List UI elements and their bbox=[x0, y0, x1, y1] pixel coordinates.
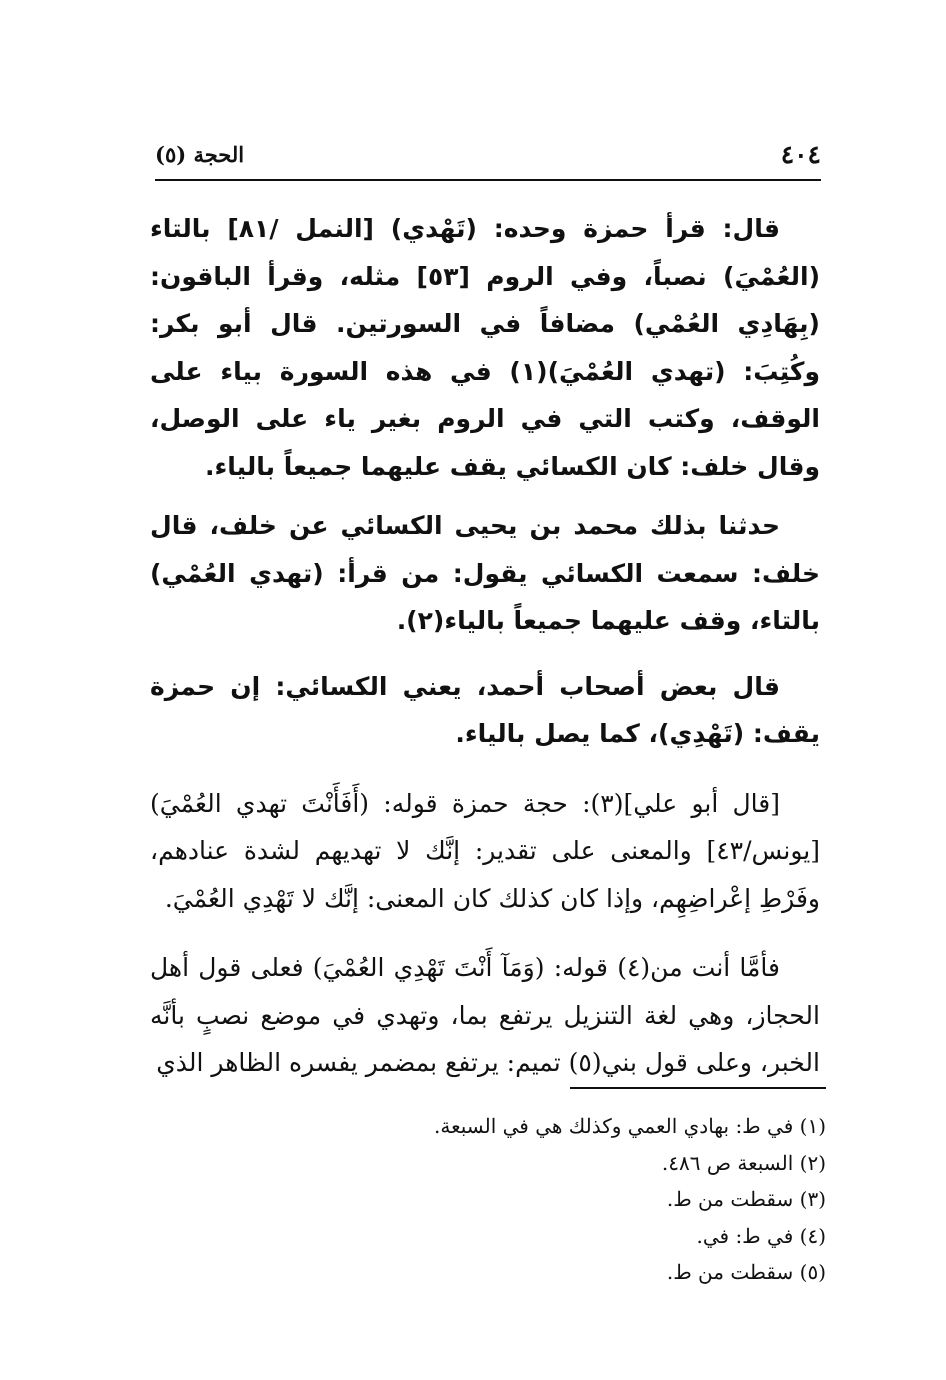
footnote-5: (٥) سقطت من ط. bbox=[666, 1260, 826, 1285]
paragraph-2-text: حدثنا بذلك محمد بن يحيى الكسائي عن خلف، قال خلف: سمعت الكسائي يقول: من قرأ: (تهدي العُمْي) بالتاء، وقف عليهما جميعاً بالياء(٢). bbox=[150, 511, 820, 635]
paragraph-1 bbox=[150, 205, 820, 490]
paragraph-1-text: قال: قرأ حمزة وحده: (تَهْدي) [النمل /٨١] بالتاء (العُمْيَ) نصباً، وفي الروم [٥٣] مثله، وقرأ الباقون: (بِهَادِي العُمْي) مضافاً في السورتين. قال أبو بكر: وكُتِبَ: (تهدي العُمْيَ)(١) في هذه السورة بياء على الوقف، وكتب التي في الروم بغير ياء على الوصل، وقال خلف: كان الكسائي يقف عليهما جميعاً بالياء. bbox=[150, 214, 821, 481]
footnote-3: (٣) سقطت من ط. bbox=[666, 1187, 826, 1212]
paragraph-3 bbox=[150, 663, 820, 758]
page-number: ٤٠٤ bbox=[780, 140, 821, 169]
page-header bbox=[155, 138, 821, 178]
paragraph-2 bbox=[150, 502, 820, 645]
footnote-4: (٤) في ط: في. bbox=[696, 1223, 826, 1248]
paragraph-4 bbox=[150, 780, 820, 923]
paragraph-5-text: فأمَّا أنت من(٤) قوله: (وَمَآ أَنْتَ تَهْدِي العُمْيَ) فعلى قول أهل الحجاز، وهي لغة التنزيل يرتفع بما، وتهدي في موضع نصبٍ بأنَّه الخبر، وعلى قول بني(٥) تميم: يرتفع بمضمر يفسره الظاهر الذي bbox=[150, 953, 820, 1077]
header-rule bbox=[155, 179, 821, 181]
paragraph-4-text: [قال أبو علي](٣): حجة حمزة قوله: (أَفَأَنْتَ تهدي العُمْيَ) [يونس/٤٣] والمعنى على تقدير: إنَّك لا تهديهم لشدة عنادهم، وفَرْطِ إعْراضِهِم، وإذا كان كذلك كان المعنى: إنَّك لا تَهْدِي العُمْيَ. bbox=[150, 788, 820, 913]
footnote-2: (٢) السبعة ص ٤٨٦. bbox=[661, 1150, 826, 1175]
paragraph-5 bbox=[150, 944, 820, 1087]
running-title: الحجة (٥) bbox=[155, 142, 245, 167]
main-text bbox=[150, 205, 820, 1087]
paragraph-3-text: قال بعض أصحاب أحمد، يعني الكسائي: إن حمزة يقف: (تَهْدِي)، كما يصل بالياء. bbox=[150, 671, 820, 748]
footnote-1: (١) في ط: بهادي العمي وكذلك هي في السبعة. bbox=[434, 1114, 826, 1138]
footnotes bbox=[300, 1108, 826, 1291]
footnote-rule bbox=[570, 1087, 826, 1089]
